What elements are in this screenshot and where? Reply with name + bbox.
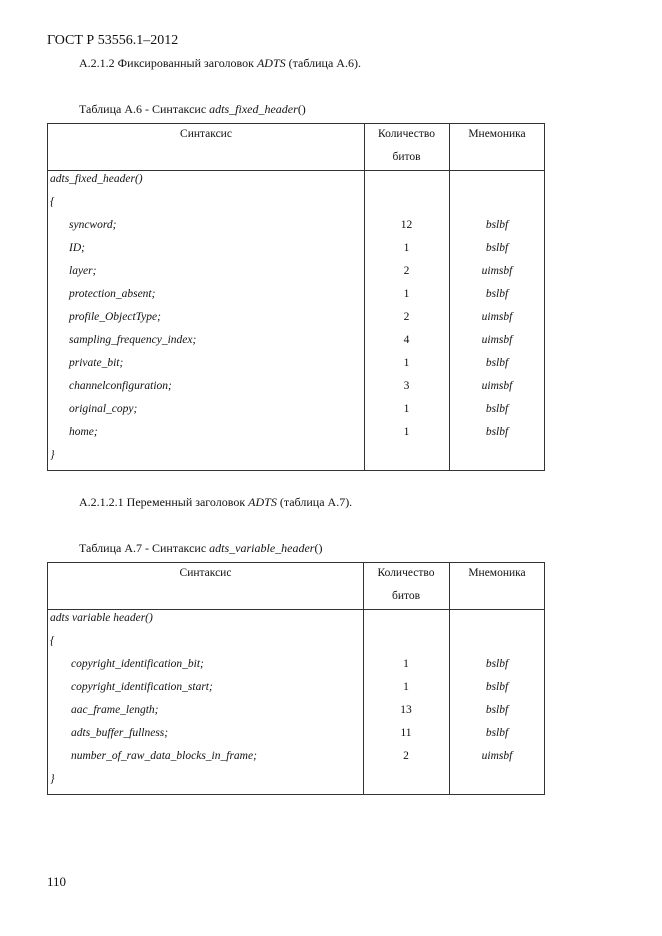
table-header-divider	[48, 609, 544, 610]
field-bits: 1	[403, 288, 410, 300]
field-name: copyright_identification_start;	[71, 681, 213, 693]
field-bits: 2	[403, 750, 409, 762]
field-mnemonic: uimsbf	[481, 380, 513, 392]
field-bits: 1	[403, 357, 410, 369]
field-mnemonic: bslbf	[485, 426, 509, 438]
field-mnemonic: bslbf	[485, 242, 509, 254]
field-bits: 13	[400, 704, 412, 716]
close-brace: }	[50, 773, 55, 785]
field-name: syncword;	[69, 219, 117, 231]
table-header-divider	[48, 170, 544, 171]
section-heading-adts-fixed	[79, 56, 361, 71]
field-bits: 1	[403, 242, 410, 254]
section-text-italic: ADTS	[256, 56, 286, 70]
field-mnemonic: bslbf	[485, 288, 509, 300]
caption-prefix: Таблица А.6 - Синтаксис	[79, 102, 207, 116]
field-mnemonic: bslbf	[485, 403, 509, 415]
field-name: ID;	[69, 242, 85, 254]
field-mnemonic: uimsbf	[481, 311, 513, 323]
field-mnemonic: bslbf	[485, 704, 509, 716]
close-brace: }	[50, 449, 55, 461]
field-name: original_copy;	[69, 403, 138, 415]
table-caption-a7	[79, 541, 322, 556]
field-name: adts_buffer_fullness;	[71, 727, 169, 739]
col-header-syntax: Синтаксис	[179, 567, 232, 579]
col-header-bits-line2: битов	[391, 590, 421, 602]
field-mnemonic: uimsbf	[481, 750, 513, 762]
caption-italic: adts_fixed_header	[209, 102, 298, 116]
field-bits: 12	[400, 219, 413, 231]
caption-suffix: ()	[314, 541, 323, 555]
field-name: channelconfiguration;	[69, 380, 172, 392]
col-header-syntax: Синтаксис	[180, 128, 232, 140]
field-mnemonic: bslbf	[485, 357, 509, 369]
syntax-table-a6	[47, 123, 545, 471]
document-header: ГОСТ Р 53556.1–2012	[47, 33, 179, 48]
field-bits: 1	[403, 658, 409, 670]
open-brace: {	[50, 196, 55, 208]
col-header-mnemonic: Мнемоника	[468, 567, 526, 579]
section-heading-adts-variable	[79, 495, 352, 510]
caption-suffix: ()	[297, 102, 306, 116]
section-number: А.2.1.2	[79, 56, 115, 70]
col-header-bits: Количество	[377, 567, 435, 579]
field-mnemonic: uimsbf	[481, 334, 513, 346]
open-brace: {	[50, 635, 55, 647]
field-mnemonic: uimsbf	[481, 265, 513, 277]
section-text: Фиксированный заголовок	[117, 56, 254, 70]
field-name: profile_ObjectType;	[69, 311, 161, 323]
section-text-after: (таблица А.7).	[279, 495, 353, 509]
field-bits: 1	[403, 681, 409, 693]
field-name: number_of_raw_data_blocks_in_frame;	[71, 750, 257, 762]
table-caption-a6	[79, 102, 306, 117]
section-text-italic: ADTS	[248, 495, 277, 509]
field-bits: 1	[403, 403, 410, 415]
field-name: home;	[69, 426, 98, 438]
field-bits: 2	[403, 265, 410, 277]
col-header-bits: Количество	[378, 128, 435, 140]
col-header-bits-line2: битов	[392, 151, 421, 163]
section-text-after: (таблица А.6).	[288, 56, 361, 70]
field-mnemonic: bslbf	[485, 727, 509, 739]
field-bits: 1	[403, 426, 410, 438]
field-bits: 11	[400, 727, 412, 739]
field-name: aac_frame_length;	[71, 704, 159, 716]
field-mnemonic: bslbf	[485, 681, 509, 693]
field-name: sampling_frequency_index;	[69, 334, 197, 346]
col-header-mnemonic: Мнемоника	[468, 128, 526, 140]
field-bits: 4	[403, 334, 410, 346]
section-text: Переменный заголовок	[126, 495, 246, 509]
field-name: private_bit;	[69, 357, 124, 369]
field-name: copyright_identification_bit;	[71, 658, 204, 670]
section-number: А.2.1.2.1	[79, 495, 124, 509]
function-name: adts_fixed_header()	[50, 173, 143, 185]
field-name: protection_absent;	[69, 288, 156, 300]
page-number: 110	[47, 874, 67, 889]
field-name: layer;	[69, 265, 97, 277]
field-mnemonic: bslbf	[485, 658, 509, 670]
caption-italic: adts_variable_header	[209, 541, 315, 555]
field-mnemonic: bslbf	[485, 219, 509, 231]
field-bits: 3	[403, 380, 410, 392]
syntax-table-a7	[47, 562, 545, 795]
field-bits: 2	[403, 311, 410, 323]
caption-prefix: Таблица А.7 - Синтаксис	[79, 541, 207, 555]
function-name: adts variable header()	[50, 612, 153, 624]
